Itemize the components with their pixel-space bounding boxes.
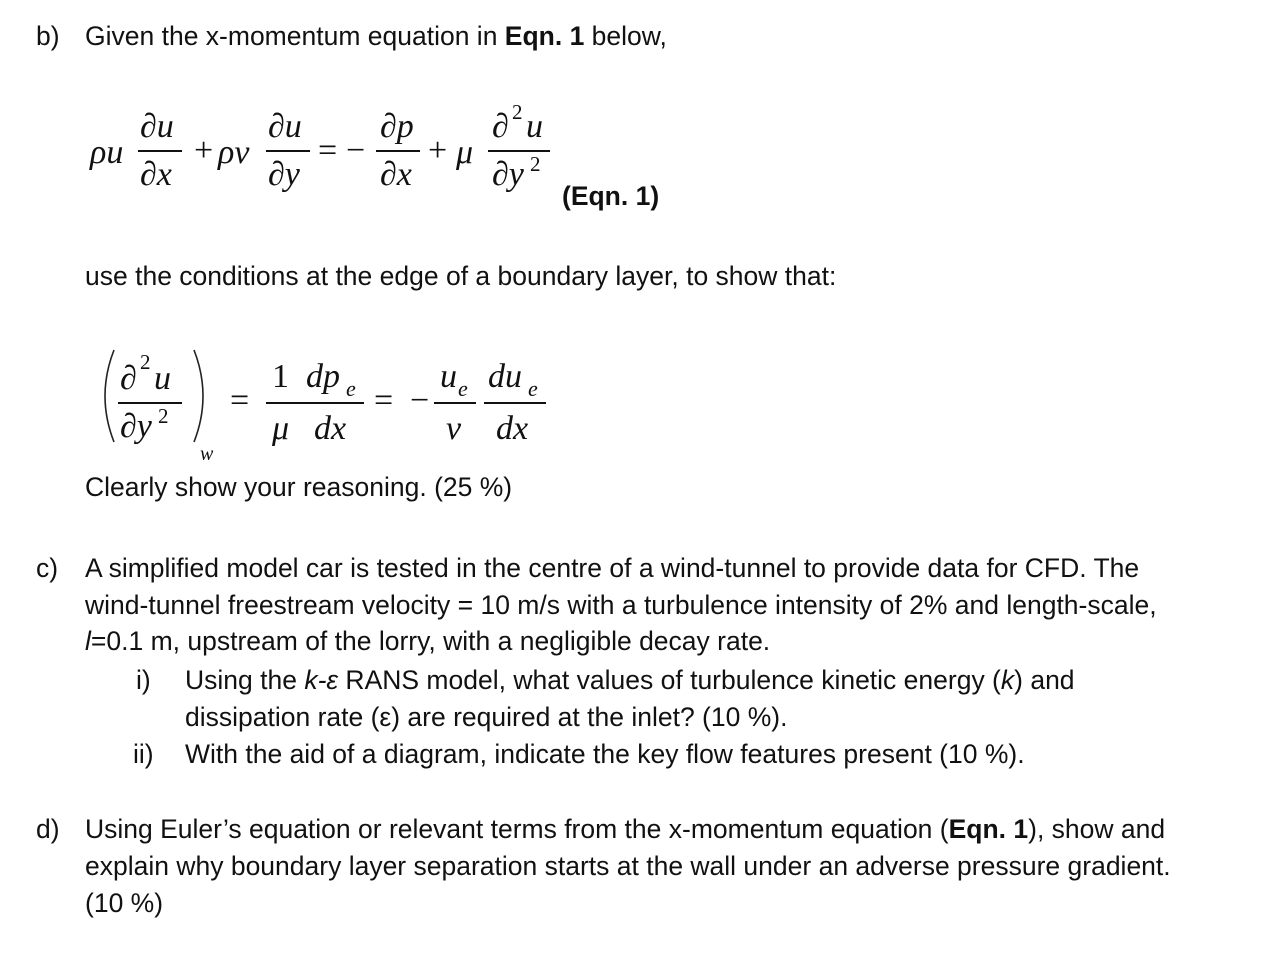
eqn1-dx-denominator: ∂x: [140, 156, 172, 193]
question-c-line-3: [85, 623, 770, 659]
eqn2-fraction-bar-4: [484, 402, 546, 404]
question-b-intro-pre: Given the x-momentum equation in: [85, 21, 505, 51]
eqn2-subscript-w: w: [200, 443, 214, 465]
eqn1-fraction-bar-1: [138, 150, 182, 152]
question-c-i-text-a: Using the: [185, 665, 305, 695]
eqn1-minus: −: [346, 132, 366, 169]
eqn2-partial-squared: ∂: [120, 360, 137, 397]
question-d-line-1: [85, 811, 1165, 847]
question-c-i-model: k-ε: [304, 665, 339, 695]
eqn1-dp-numerator: ∂p: [380, 108, 414, 145]
eqn2-nu: ν: [446, 410, 462, 447]
eqn1-du-numerator: ∂u: [140, 108, 174, 145]
eqn1-plus-2: +: [428, 132, 448, 169]
question-c-line-1: A simplified model car is tested in the centre of a wind-tunnel to provide data for CFD. The: [85, 553, 1140, 583]
eqn1-dy-denominator: ∂y: [268, 156, 300, 193]
eqn1-mu: μ: [456, 134, 474, 171]
question-c-i-line-2: dissipation rate (ε) are required at the inlet? (10 %).: [185, 702, 788, 732]
eqn1-dx-denominator-2: ∂x: [380, 156, 412, 193]
eqn2-superscript-2: 2: [140, 350, 151, 374]
question-c-line-2: wind-tunnel freestream velocity = 10 m/s with a turbulence intensity of 2% and length-scale,: [85, 590, 1157, 620]
question-b-intro-post: below,: [584, 21, 667, 51]
eqn1-fraction-bar-3: [376, 150, 420, 152]
eqn2-fraction-bar-3: [434, 402, 476, 404]
question-c-i-text-b: RANS model, what values of turbulence kinetic energy (: [338, 665, 1001, 695]
eqn1-u: u: [526, 108, 543, 145]
eqn2-du: du: [488, 358, 522, 395]
eqn2-fraction-bar-1: [118, 402, 182, 404]
question-c-label: c): [36, 553, 59, 583]
eqn2-equals-1: =: [230, 382, 250, 419]
question-d-line-1-pre: Using Euler’s equation or relevant terms from the x-momentum equation (: [85, 814, 949, 844]
eqn2-u-e: u: [440, 358, 457, 395]
eqn1-rho-v: ρv: [218, 134, 250, 171]
eqn2-equals-2: =: [374, 382, 394, 419]
question-c-line-3-rest: =0.1 m, upstream of the lorry, with a negligible decay rate.: [90, 626, 771, 656]
question-d-line-3: (10 %): [85, 888, 164, 918]
eqn1-superscript-2b: 2: [530, 152, 541, 176]
eqn1-du-numerator-2: ∂u: [268, 108, 302, 145]
eqn2-dx-2: dx: [496, 410, 529, 447]
question-b-instruction: use the conditions at the edge of a boundary layer, to show that:: [85, 261, 837, 291]
question-c-i-label: i): [136, 665, 151, 695]
eqn1-tag: (Eqn. 1): [562, 181, 660, 211]
question-b-eqn-ref: Eqn. 1: [504, 21, 585, 51]
eqn1-superscript-2: 2: [512, 100, 523, 124]
question-d-line-2: explain why boundary layer separation starts at the wall under an adverse pressure gradient.: [85, 851, 1171, 881]
question-d-label: d): [36, 814, 60, 844]
eqn2-mu: μ: [272, 410, 290, 447]
eqn2-dx-1: dx: [314, 410, 347, 447]
eqn2-fraction-bar-2: [266, 402, 364, 404]
question-b-intro: [85, 18, 667, 54]
question-d-line-1-post: ), show and: [1028, 814, 1166, 844]
eqn1-dy-squared-denominator: ∂y: [492, 156, 524, 193]
question-c-ii-label: ii): [133, 739, 154, 769]
eqn2-subscript-e-3: e: [528, 376, 538, 401]
length-scale-symbol: l: [85, 626, 91, 656]
eqn2-minus: −: [410, 382, 430, 419]
eqn2-subscript-e-2: e: [458, 376, 468, 401]
eqn2-subscript-e-1: e: [346, 376, 356, 401]
eqn1-rho-u: ρu: [90, 134, 124, 171]
eqn2-one: 1: [272, 358, 289, 395]
eqn1-fraction-bar-2: [266, 150, 310, 152]
question-c-i-line-1: [185, 662, 1075, 698]
question-d-eqn-ref: Eqn. 1: [948, 814, 1029, 844]
question-c-ii-text: With the aid of a diagram, indicate the key flow features present (10 %).: [185, 739, 1025, 769]
question-b-label: b): [36, 21, 60, 51]
eqn1-fraction-bar-4: [488, 150, 550, 152]
eqn2-dp: dp: [306, 358, 340, 395]
eqn2-right-paren: [190, 348, 214, 444]
eqn2-dy-squared: ∂y: [120, 408, 152, 445]
eqn2-u: u: [154, 360, 171, 397]
eqn2-left-paren: [94, 348, 118, 444]
eqn1-plus-1: +: [194, 132, 214, 169]
question-c-i-text-c: ) and: [1014, 665, 1075, 695]
eqn1-equals: =: [318, 132, 338, 169]
question-c-i-k: k: [1000, 665, 1015, 695]
eqn2-superscript-2b: 2: [158, 404, 169, 428]
eqn1-partial-squared: ∂: [492, 108, 509, 145]
question-b-reasoning: Clearly show your reasoning. (25 %): [85, 472, 513, 502]
